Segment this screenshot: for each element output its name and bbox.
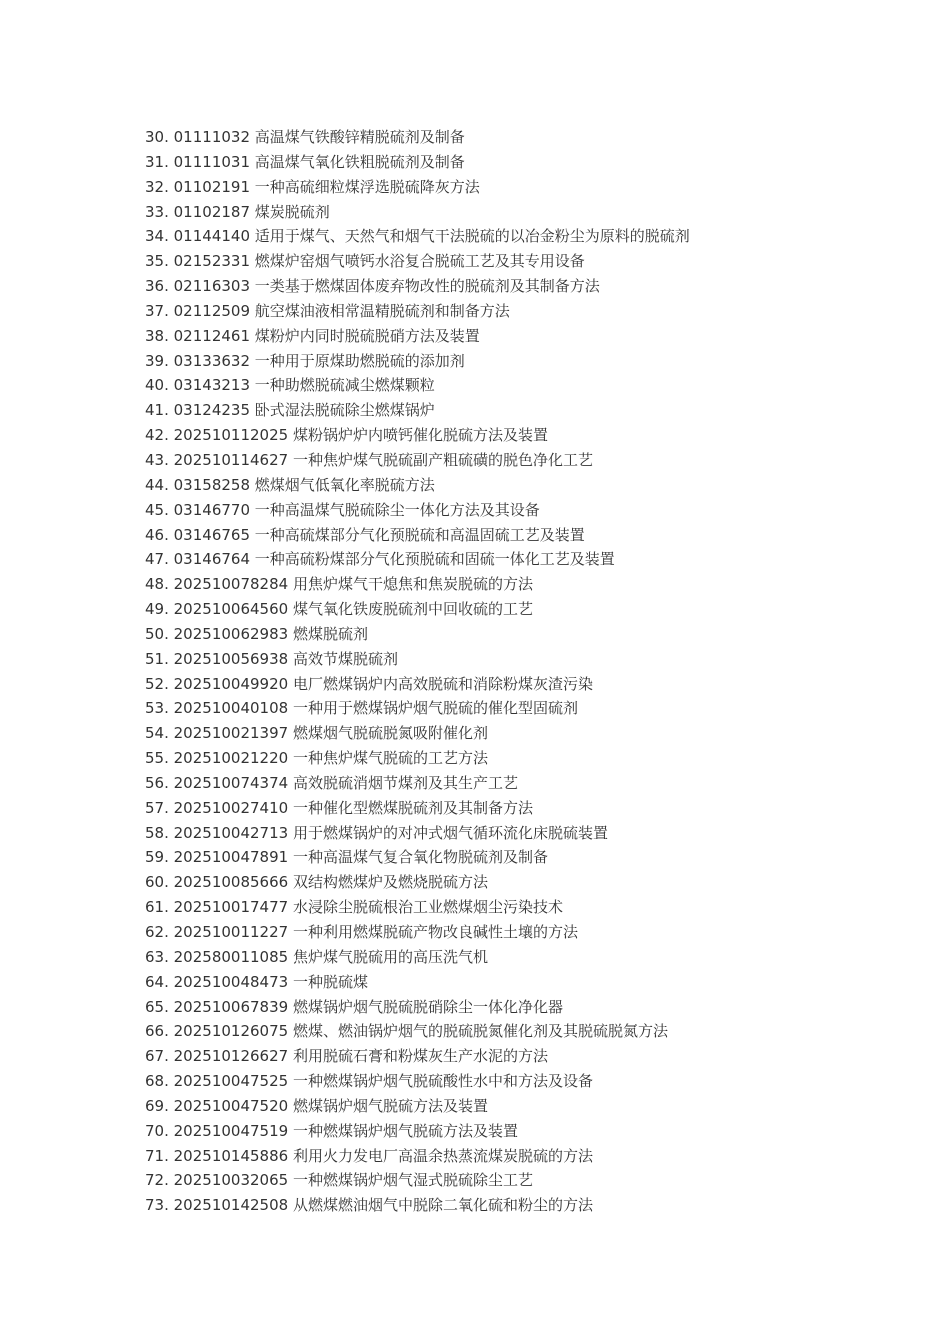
item-number: 46. bbox=[145, 525, 169, 544]
patent-code: 202510047525 bbox=[173, 1072, 289, 1091]
item-number: 32. bbox=[145, 177, 169, 196]
item-number: 50. bbox=[145, 624, 169, 643]
patent-title: 一种燃煤锅炉烟气湿式脱硫除尘工艺 bbox=[292, 1171, 533, 1190]
list-item bbox=[145, 523, 690, 548]
item-number: 61. bbox=[145, 898, 169, 917]
item-number: 59. bbox=[145, 848, 169, 867]
patent-title: 用焦炉煤气干熄焦和焦炭脱硫的方法 bbox=[292, 575, 533, 594]
patent-title: 一种高硫粉煤部分气化预脱硫和固硫一体化工艺及装置 bbox=[254, 550, 615, 569]
patent-title: 从燃煤燃油烟气中脱除二氧化硫和粉尘的方法 bbox=[292, 1196, 593, 1215]
patent-title: 用于燃煤锅炉的对冲式烟气循环流化床脱硫装置 bbox=[292, 823, 608, 842]
patent-code: 03133632 bbox=[173, 351, 250, 370]
patent-code: 01111031 bbox=[173, 152, 250, 171]
patent-code: 02112461 bbox=[173, 326, 250, 345]
item-number: 52. bbox=[145, 674, 169, 693]
item-number: 47. bbox=[145, 550, 169, 569]
item-number: 45. bbox=[145, 500, 169, 519]
list-item bbox=[145, 398, 690, 423]
item-number: 51. bbox=[145, 649, 169, 668]
patent-title: 一种焦炉煤气脱硫的工艺方法 bbox=[292, 749, 488, 768]
item-number: 54. bbox=[145, 724, 169, 743]
patent-title: 一种用于燃煤锅炉烟气脱硫的催化型固硫剂 bbox=[292, 699, 578, 718]
item-number: 42. bbox=[145, 426, 169, 445]
patent-code: 202510067839 bbox=[173, 997, 289, 1016]
patent-code: 202510064560 bbox=[173, 600, 289, 619]
item-number: 44. bbox=[145, 475, 169, 494]
patent-code: 202510047891 bbox=[173, 848, 289, 867]
list-item bbox=[145, 572, 690, 597]
list-item bbox=[145, 1193, 690, 1218]
patent-code: 202510114627 bbox=[173, 450, 289, 469]
patent-code: 202510085666 bbox=[173, 873, 289, 892]
patent-title: 高效节煤脱硫剂 bbox=[292, 649, 398, 668]
patent-title: 燃煤烟气脱硫脱氮吸附催化剂 bbox=[292, 724, 488, 743]
patent-title: 高温煤气氧化铁粗脱硫剂及制备 bbox=[254, 152, 465, 171]
patent-code: 202510056938 bbox=[173, 649, 289, 668]
item-number: 60. bbox=[145, 873, 169, 892]
list-item bbox=[145, 895, 690, 920]
list-item bbox=[145, 771, 690, 796]
list-item bbox=[145, 721, 690, 746]
list-item bbox=[145, 299, 690, 324]
patent-code: 202510145886 bbox=[173, 1146, 289, 1165]
list-item bbox=[145, 249, 690, 274]
item-number: 36. bbox=[145, 277, 169, 296]
patent-title: 一种助燃脱硫减尘燃煤颗粒 bbox=[254, 376, 435, 395]
item-number: 41. bbox=[145, 401, 169, 420]
patent-code: 01111032 bbox=[173, 128, 250, 146]
patent-code: 202510032065 bbox=[173, 1171, 289, 1190]
patent-code: 202510021220 bbox=[173, 749, 289, 768]
patent-title: 一种燃煤锅炉烟气脱硫方法及装置 bbox=[292, 1121, 518, 1140]
list-item bbox=[145, 920, 690, 945]
item-number: 34. bbox=[145, 227, 169, 246]
patent-code: 03124235 bbox=[173, 401, 250, 420]
patent-title: 燃煤、燃油锅炉烟气的脱硫脱氮催化剂及其脱硫脱氮方法 bbox=[292, 1022, 668, 1041]
patent-title: 一种高温煤气脱硫除尘一体化方法及其设备 bbox=[254, 500, 540, 519]
list-item bbox=[145, 672, 690, 697]
list-item bbox=[145, 1119, 690, 1144]
list-item bbox=[145, 746, 690, 771]
list-item bbox=[145, 373, 690, 398]
patent-code: 202510126627 bbox=[173, 1047, 289, 1066]
patent-title: 利用脱硫石膏和粉煤灰生产水泥的方法 bbox=[292, 1047, 548, 1066]
list-item bbox=[145, 945, 690, 970]
list-item bbox=[145, 1144, 690, 1169]
item-number: 71. bbox=[145, 1146, 169, 1165]
list-item bbox=[145, 200, 690, 225]
patent-code: 202510017477 bbox=[173, 898, 289, 917]
list-item bbox=[145, 1168, 690, 1193]
patent-title: 一类基于燃煤固体废弃物改性的脱硫剂及其制备方法 bbox=[254, 277, 600, 296]
patent-code: 202510062983 bbox=[173, 624, 289, 643]
patent-list bbox=[145, 125, 690, 1218]
item-number: 39. bbox=[145, 351, 169, 370]
list-item bbox=[145, 324, 690, 349]
patent-code: 202510011227 bbox=[173, 923, 289, 941]
item-number: 30. bbox=[145, 128, 169, 146]
item-number: 64. bbox=[145, 972, 169, 991]
patent-title: 燃煤锅炉烟气脱硫方法及装置 bbox=[292, 1096, 488, 1115]
patent-code: 202510048473 bbox=[173, 972, 289, 991]
patent-title: 一种高硫煤部分气化预脱硫和高温固硫工艺及装置 bbox=[254, 525, 585, 544]
list-item bbox=[145, 175, 690, 200]
patent-title: 燃煤烟气低氧化率脱硫方法 bbox=[254, 475, 435, 494]
patent-code: 202510047520 bbox=[173, 1096, 289, 1115]
patent-title: 燃煤炉窑烟气喷钙水浴复合脱硫工艺及其专用设备 bbox=[254, 252, 585, 271]
list-item bbox=[145, 498, 690, 523]
patent-title: 煤粉炉内同时脱硫脱硝方法及装置 bbox=[254, 326, 480, 345]
patent-code: 03146764 bbox=[173, 550, 250, 569]
patent-title: 煤气氧化铁废脱硫剂中回收硫的工艺 bbox=[292, 600, 533, 619]
patent-title: 焦炉煤气脱硫用的高压洗气机 bbox=[292, 947, 488, 966]
patent-code: 03146765 bbox=[173, 525, 250, 544]
patent-code: 202510027410 bbox=[173, 798, 289, 817]
patent-code: 03158258 bbox=[173, 475, 250, 494]
patent-code: 03146770 bbox=[173, 500, 250, 519]
item-number: 65. bbox=[145, 997, 169, 1016]
list-item bbox=[145, 995, 690, 1020]
patent-title: 燃煤脱硫剂 bbox=[292, 624, 368, 643]
patent-title: 水浸除尘脱硫根治工业燃煤烟尘污染技术 bbox=[292, 898, 563, 917]
item-number: 43. bbox=[145, 450, 169, 469]
patent-title: 利用火力发电厂高温余热蒸流煤炭脱硫的方法 bbox=[292, 1146, 593, 1165]
patent-code: 202510112025 bbox=[173, 426, 289, 445]
item-number: 67. bbox=[145, 1047, 169, 1066]
patent-title: 电厂燃煤锅炉内高效脱硫和消除粉煤灰渣污染 bbox=[292, 674, 593, 693]
patent-code: 03143213 bbox=[173, 376, 250, 395]
patent-title: 高效脱硫消烟节煤剂及其生产工艺 bbox=[292, 773, 518, 792]
patent-title: 一种催化型燃煤脱硫剂及其制备方法 bbox=[292, 798, 533, 817]
item-number: 66. bbox=[145, 1022, 169, 1041]
patent-code: 202510142508 bbox=[173, 1196, 289, 1215]
list-item bbox=[145, 473, 690, 498]
patent-code: 02112509 bbox=[173, 301, 250, 320]
patent-code: 01102191 bbox=[173, 177, 250, 196]
list-item bbox=[145, 1044, 690, 1069]
list-item bbox=[145, 622, 690, 647]
patent-code: 01102187 bbox=[173, 202, 250, 221]
item-number: 58. bbox=[145, 823, 169, 842]
item-number: 68. bbox=[145, 1072, 169, 1091]
patent-title: 高温煤气铁酸锌精脱硫剂及制备 bbox=[254, 128, 465, 146]
list-item bbox=[145, 547, 690, 572]
item-number: 35. bbox=[145, 252, 169, 271]
patent-title: 一种用于原煤助燃脱硫的添加剂 bbox=[254, 351, 465, 370]
list-item bbox=[145, 870, 690, 895]
patent-title: 一种利用燃煤脱硫产物改良碱性土壤的方法 bbox=[292, 923, 578, 941]
list-item bbox=[145, 448, 690, 473]
patent-title: 燃煤锅炉烟气脱硫脱硝除尘一体化净化器 bbox=[292, 997, 563, 1016]
patent-title: 煤粉锅炉炉内喷钙催化脱硫方法及装置 bbox=[292, 426, 548, 445]
list-item bbox=[145, 796, 690, 821]
item-number: 69. bbox=[145, 1096, 169, 1115]
patent-code: 202510049920 bbox=[173, 674, 289, 693]
list-item bbox=[145, 1069, 690, 1094]
list-item bbox=[145, 821, 690, 846]
patent-code: 02152331 bbox=[173, 252, 250, 271]
list-item bbox=[145, 423, 690, 448]
patent-code: 202580011085 bbox=[173, 947, 289, 966]
list-item bbox=[145, 150, 690, 175]
list-item bbox=[145, 597, 690, 622]
patent-title: 航空煤油液相常温精脱硫剂和制备方法 bbox=[254, 301, 510, 320]
patent-title: 煤炭脱硫剂 bbox=[254, 202, 330, 221]
item-number: 37. bbox=[145, 301, 169, 320]
item-number: 55. bbox=[145, 749, 169, 768]
list-item bbox=[145, 647, 690, 672]
item-number: 63. bbox=[145, 947, 169, 966]
list-item bbox=[145, 1019, 690, 1044]
patent-code: 02116303 bbox=[173, 277, 250, 296]
list-item bbox=[145, 1094, 690, 1119]
patent-code: 202510047519 bbox=[173, 1121, 289, 1140]
patent-code: 202510078284 bbox=[173, 575, 289, 594]
list-item bbox=[145, 845, 690, 870]
item-number: 62. bbox=[145, 923, 169, 941]
item-number: 53. bbox=[145, 699, 169, 718]
patent-code: 202510021397 bbox=[173, 724, 289, 743]
item-number: 49. bbox=[145, 600, 169, 619]
list-item bbox=[145, 224, 690, 249]
patent-title: 卧式湿法脱硫除尘燃煤锅炉 bbox=[254, 401, 435, 420]
patent-title: 适用于煤气、天然气和烟气干法脱硫的以冶金粉尘为原料的脱硫剂 bbox=[254, 227, 690, 246]
patent-title: 双结构燃煤炉及燃烧脱硫方法 bbox=[292, 873, 488, 892]
list-item bbox=[145, 970, 690, 995]
patent-code: 01144140 bbox=[173, 227, 250, 246]
patent-code: 202510074374 bbox=[173, 773, 289, 792]
item-number: 56. bbox=[145, 773, 169, 792]
item-number: 73. bbox=[145, 1196, 169, 1215]
patent-title: 一种脱硫煤 bbox=[292, 972, 368, 991]
patent-title: 一种焦炉煤气脱硫副产粗硫磺的脱色净化工艺 bbox=[292, 450, 593, 469]
item-number: 38. bbox=[145, 326, 169, 345]
patent-title: 一种高温煤气复合氧化物脱硫剂及制备 bbox=[292, 848, 548, 867]
list-item bbox=[145, 125, 690, 150]
item-number: 40. bbox=[145, 376, 169, 395]
list-item bbox=[145, 696, 690, 721]
item-number: 48. bbox=[145, 575, 169, 594]
item-number: 57. bbox=[145, 798, 169, 817]
patent-title: 一种燃煤锅炉烟气脱硫酸性水中和方法及设备 bbox=[292, 1072, 593, 1091]
item-number: 33. bbox=[145, 202, 169, 221]
patent-code: 202510042713 bbox=[173, 823, 289, 842]
patent-code: 202510126075 bbox=[173, 1022, 289, 1041]
item-number: 31. bbox=[145, 152, 169, 171]
item-number: 72. bbox=[145, 1171, 169, 1190]
item-number: 70. bbox=[145, 1121, 169, 1140]
patent-code: 202510040108 bbox=[173, 699, 289, 718]
list-item bbox=[145, 349, 690, 374]
patent-title: 一种高硫细粒煤浮选脱硫降灰方法 bbox=[254, 177, 480, 196]
list-item bbox=[145, 274, 690, 299]
